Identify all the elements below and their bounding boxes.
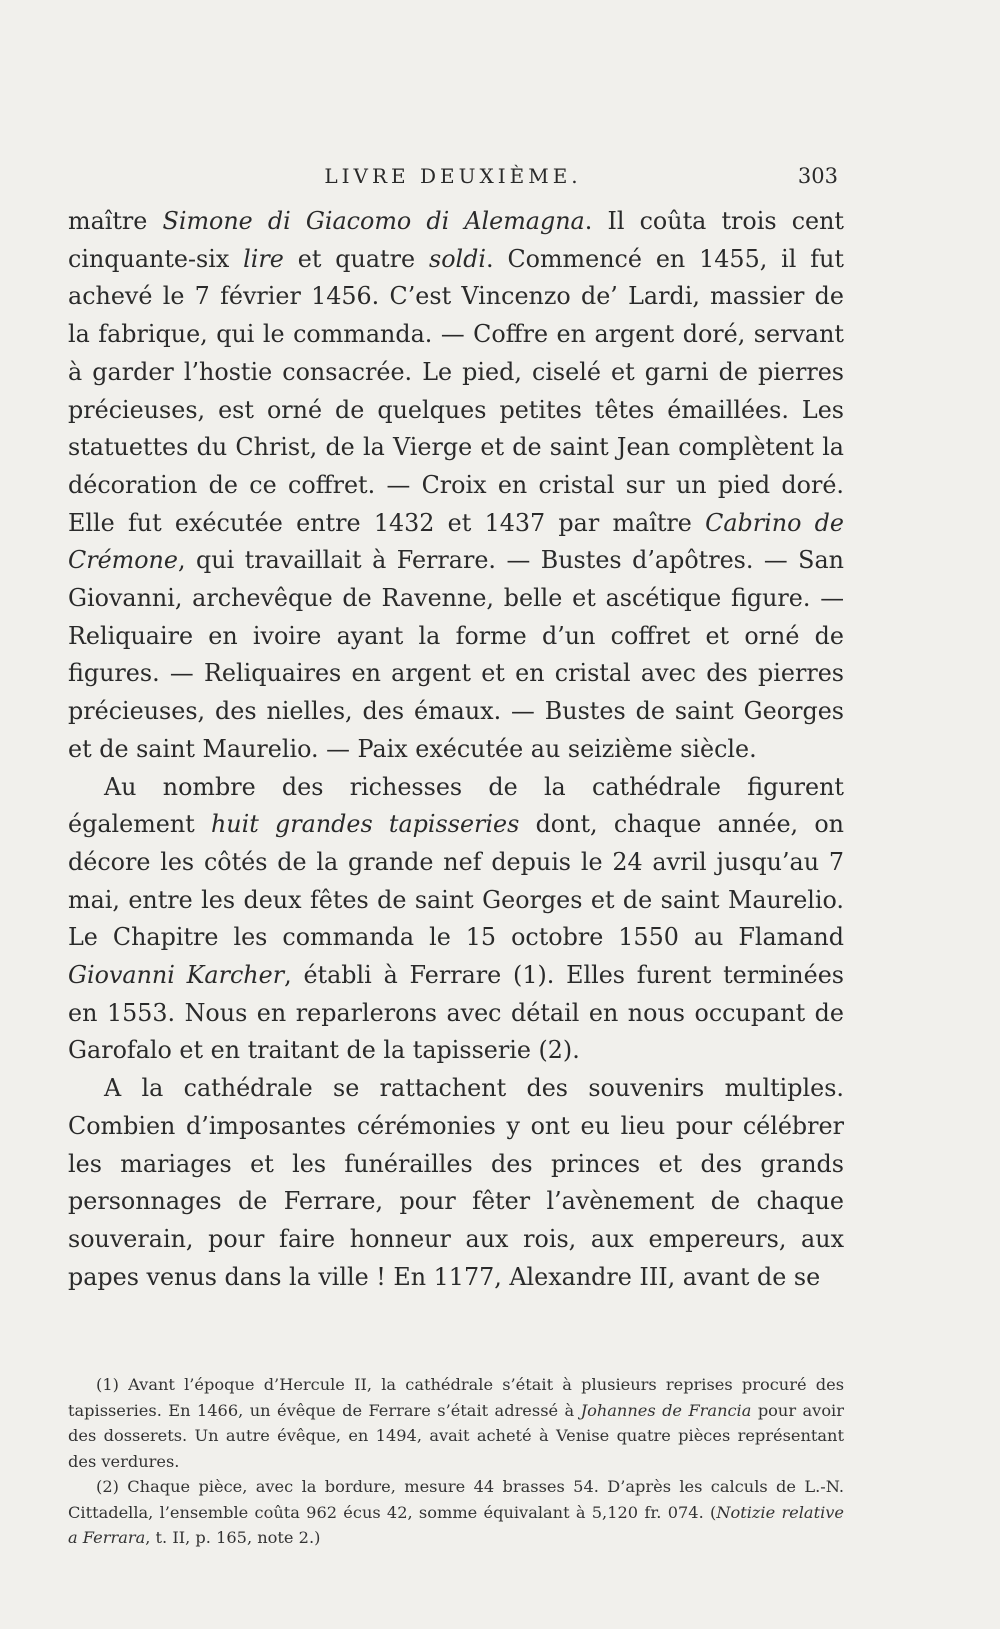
body-text bbox=[68, 203, 844, 1296]
text-run: . Commencé en 1455, il fut achevé le 7 février 1456. C’est Vincenzo de’ Lardi, massier de la fabrique, qui le commanda. — Coffre en argent doré, servant à garder l’hostie consacrée. Le pied, ciselé et garni de pierres précieuses, est orné de quelques petites têtes émaillées. Les statuettes du Christ, de la Vierge et de saint Jean complètent la décoration de ce coffret. — Croix en cristal sur un pied doré. Elle fut exécutée entre 1432 et 1437 par maître bbox=[68, 244, 844, 537]
text-run: (2) Chaque pièce, avec la bordure, mesure 44 brasses 54. D’après les calculs de L.-N. Cittadella, l’ensemble coûta 962 écus 42, somme équivalant à 5,120 fr. 074. ( bbox=[68, 1477, 844, 1522]
text-run: (1) Avant l’époque d’Hercule II, la cathédrale s’était à plusieurs reprises procuré des tapisseries. En 1466, un évêque de Ferrare s’était adressé à bbox=[68, 1375, 844, 1420]
running-head bbox=[68, 158, 838, 192]
italic-text: soldi bbox=[428, 244, 486, 273]
text-run: , qui travaillait à Ferrare. — Bustes d’apôtres. — San Giovanni, archevêque de Ravenne, belle et ascétique figure. — Reliquaire en ivoire ayant la forme d’un coffret et orné de figures. — Reliquaires en argent et en cristal avec des pierres précieuses, des nielles, des émaux. — Bustes de saint Georges et de saint Maurelio. — Paix exécutée au seizième siècle. bbox=[68, 546, 844, 763]
text-run: . Il coûta trois cent cinquante-six bbox=[68, 207, 844, 273]
text-run: dont, chaque année, on décore les côtés de la grande nef depuis le 24 avril jusqu’au 7 mai, entre les deux fêtes de saint Georges et de saint Maurelio. Le Chapitre les commanda le 15 octobre 1550 au Flamand bbox=[68, 810, 844, 952]
footnotes bbox=[68, 1372, 844, 1551]
italic-text: Cabrino de Crémone bbox=[68, 508, 844, 575]
running-title: LIVRE DEUXIÈME. bbox=[324, 164, 582, 188]
text-run: maître bbox=[68, 207, 163, 235]
paragraph bbox=[68, 1070, 844, 1296]
italic-text: Simone di Giacomo di Alemagna bbox=[162, 207, 585, 235]
text-run: A la cathédrale se rattachent des souvenirs multiples. Combien d’imposantes cérémonies y ont eu lieu pour célébrer les mariages et les funérailles des princes et des grands personnages de Ferrare, pour fêter l’avènement de chaque souverain, pour faire honneur aux rois, aux empereurs, aux papes venus dans la ville ! En 1177, Alexandre III, avant de se bbox=[68, 1074, 844, 1291]
text-run: , t. II, p. 165, note 2.) bbox=[145, 1528, 321, 1547]
text-run: , établi à Ferrare (1). Elles furent terminées en 1553. Nous en reparlerons avec détail en nous occupant de Garofalo et en traitant de la tapisserie (2). bbox=[68, 961, 844, 1065]
page-number: 303 bbox=[797, 164, 838, 188]
text-run: Au nombre des richesses de la cathédrale figurent également bbox=[68, 772, 844, 839]
footnote-2 bbox=[68, 1474, 844, 1551]
paragraph bbox=[68, 769, 844, 1071]
italic-text: Giovanni Karcher bbox=[68, 961, 285, 990]
italic-text: Johannes de Francia bbox=[580, 1400, 752, 1420]
italic-text: huit grandes tapisseries bbox=[210, 810, 520, 839]
paragraph bbox=[68, 203, 844, 769]
italic-text: lire bbox=[243, 244, 284, 273]
text-run: et quatre bbox=[283, 244, 429, 273]
footnote-1 bbox=[68, 1372, 844, 1474]
text-run: pour avoir des dosserets. Un autre évêque, en 1494, avait acheté à Venise quatre pièces représentant des verdures. bbox=[68, 1400, 844, 1471]
italic-text: Notizie relative a Ferrara bbox=[68, 1502, 844, 1547]
